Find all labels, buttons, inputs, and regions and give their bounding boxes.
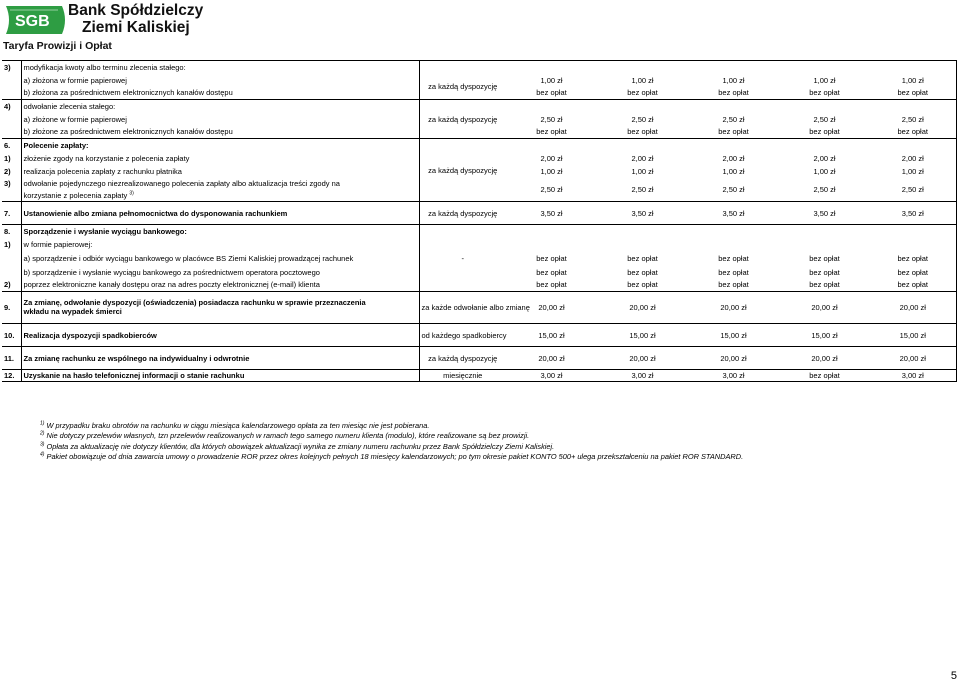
table-row [2,202,956,225]
fee-value: bez opłat [506,87,597,100]
fee-value: 2,50 zł [631,184,654,194]
fee-value: 1,00 zł [722,75,745,85]
bank-name-line1: Bank Spółdzielczy [68,2,204,19]
fee-unit: za każdą dyspozycję [419,100,506,139]
row-description: b) złożone za pośrednictwem elektronicznych kanałów dostępu [21,126,419,139]
fee-unit: za każdą dyspozycję [419,347,506,370]
fee-value: 20,00 zł [870,347,956,370]
row-number: 3) [4,179,11,188]
row-number: 6. [2,139,21,152]
fee-value: 2,50 zł [870,113,956,126]
fee-value: 20,00 zł [506,292,597,324]
row-description: Za zmianę, odwołanie dyspozycji (oświadczenia) posiadacza rachunku w sprawie przeznaczenia [21,292,419,307]
fee-unit: miesięcznie [419,370,506,382]
table-row [2,225,956,238]
fee-value: 1,00 zł [631,75,654,85]
row-description: Uzyskanie na hasło telefonicznej informacji o stanie rachunku [21,370,419,382]
fee-value: 1,00 zł [722,166,745,176]
table-row [2,370,956,382]
row-description: poprzez elektroniczne kanały dostępu oraz na adres poczty elektronicznej (e-mail) klienta [21,279,419,292]
row-description: odwołanie pojedynczego niezrealizowanego polecenia zapłaty albo aktualizacja treści zgody na [21,178,419,190]
fee-unit: za każdą dyspozycję [419,74,506,100]
fee-value: 1,00 zł [813,166,836,176]
fee-value: 15,00 zł [597,324,688,347]
fee-value: bez opłat [688,126,779,139]
fee-value: 15,00 zł [688,324,779,347]
fee-value: 3,00 zł [870,370,956,382]
fee-value: 15,00 zł [870,324,956,347]
fee-value: 20,00 zł [870,292,956,324]
row-number: 4) [2,100,21,113]
fee-value: 3,00 zł [688,370,779,382]
table-row [2,74,956,87]
fee-value: 2,00 zł [722,153,745,163]
fee-value: bez opłat [506,126,597,139]
fee-value: bez opłat [870,87,956,100]
fee-value: 20,00 zł [506,347,597,370]
fee-value: 2,50 zł [540,114,563,124]
fee-value: bez opłat [718,267,749,277]
fee-value: 1,00 zł [631,166,654,176]
fee-value: 2,50 zł [813,114,836,124]
fee-value: 1,00 zł [813,75,836,85]
fee-value: 2,50 zł [722,184,745,194]
table-row [2,347,956,370]
table-row [2,279,956,292]
fee-value: 3,00 zł [506,370,597,382]
page-subtitle: Taryfa Prowizji i Opłat [3,40,112,52]
fee-value: 20,00 zł [779,347,870,370]
row-description: złożenie zgody na korzystanie z polecenia zapłaty [21,152,419,165]
footnote: $^{1)}$ W przypadku braku obrotów na rachunku w ciągu miesiąca kalendarzowego opłata za ten miesiąc nie jest pobierana. [40,420,430,430]
fee-unit: za każdą dyspozycję [419,202,506,225]
fee-value: bez opłat [809,254,840,263]
row-description: modyfikacja kwoty albo terminu zlecenia stałego: [21,61,419,74]
fee-value: bez opłat [506,279,597,292]
fee-value: 1,00 zł [540,166,563,176]
fee-value: 1,00 zł [870,74,956,87]
table-row [2,139,956,152]
row-number: 10. [2,324,21,347]
table-row [2,238,956,252]
row-description: Realizacja dyspozycji spadkobierców [21,324,419,347]
row-description-continued: wkładu na wypadek śmierci [21,307,419,324]
row-number: 8. [2,225,21,238]
fee-unit: za każde odwołanie albo zmianę [419,292,506,324]
row-number: 2) [4,166,11,176]
footnote: $^{3)}$ Opłata za aktualizację nie dotyczy klientów, dla których obowiązek aktualizacji wynika ze zmiany numeru rachunku przez Bank Spółdzielczy Ziemi Kaliskiej. [40,441,555,451]
table-row [2,292,956,307]
fee-value: 20,00 zł [779,292,870,324]
row-number: 9. [2,292,21,324]
row-number: 2) [2,279,21,292]
fee-value: bez opłat [779,126,870,139]
footnotes [40,421,743,462]
fee-unit: - [419,252,506,266]
fee-value: bez opłat [870,279,956,292]
footnote: $^{4)}$ Pakiet obowiązuje od dnia zawarcia umowy o prowadzenie ROR przez okres kolejnych pełnych 18 miesięcy kalendarzowych; po tym okresie pakiet KONTO 500+ ulega przekształceniu na pakiet ROR STANDARD. [40,451,744,461]
fee-value: bez opłat [597,126,688,139]
fee-value: bez opłat [809,267,840,277]
fee-value: bez opłat [597,87,688,100]
fee-value: bez opłat [688,87,779,100]
fee-unit: za każdą dyspozycję [419,139,506,202]
fee-value: 3,00 zł [597,370,688,382]
fee-value: 3,50 zł [779,202,870,225]
table-row [2,266,956,279]
row-description: a) złożone w formie papierowej [21,113,419,126]
fee-value: bez opłat [870,252,956,266]
fee-value: 2,50 zł [870,178,956,202]
fee-value: 2,50 zł [813,184,836,194]
footnote: $^{2)}$ Nie dotyczy przelewów własnych, tzn przelewów realizowanych w ramach tego samego numeru klienta (modulo), które realizowane są bez prowizji. [40,430,530,441]
row-number: 3) [2,61,21,74]
fee-value: bez opłat [688,279,779,292]
row-number: 1) [4,153,11,163]
fee-value: 15,00 zł [779,324,870,347]
table-row [2,100,956,113]
row-description: b) złożona za pośrednictwem elektronicznych kanałów dostępu [21,87,419,100]
row-number: 12. [2,370,21,382]
row-number: 1) [4,240,11,249]
fee-value: bez opłat [870,266,956,279]
fee-value: bez opłat [779,279,870,292]
row-description: Polecenie zapłaty: [21,139,419,152]
fee-value: bez opłat [779,370,870,382]
row-number: 7. [2,202,21,225]
fee-value: 2,50 zł [540,184,563,194]
fee-value: 2,00 zł [870,152,956,165]
bank-name-line2: Ziemi Kaliskiej [82,19,190,36]
fee-table [2,60,957,382]
fee-value: bez opłat [627,254,658,263]
fee-value: bez opłat [870,126,956,139]
table-row [2,61,956,74]
fee-value: 1,00 zł [540,75,563,85]
fee-value: 3,50 zł [597,202,688,225]
row-description: a) złożona w formie papierowej [21,74,419,87]
fee-value: 3,50 zł [870,202,956,225]
fee-value: 3,50 zł [506,202,597,225]
row-description: Ustanowienie albo zmiana pełnomocnictwa do dysponowania rachunkiem [21,202,419,225]
fee-value: 20,00 zł [688,347,779,370]
table-row [2,252,956,266]
fee-value: 20,00 zł [688,292,779,324]
fee-value: 2,50 zł [722,114,745,124]
fee-value: 20,00 zł [597,292,688,324]
fee-value: 1,00 zł [870,165,956,178]
row-description: Za zmianę rachunku ze wspólnego na indywidualny i odwrotnie [21,347,419,370]
fee-value: bez opłat [536,254,567,263]
row-description: b) sporządzenie i wysłanie wyciągu bankowego za pośrednictwem operatora pocztowego [21,266,419,279]
page-number: 5 [950,670,957,682]
fee-value: 2,00 zł [631,153,654,163]
fee-value: 2,50 zł [631,114,654,124]
footnote-ref: 3) [129,190,134,197]
fee-value: bez opłat [536,267,567,277]
row-number: 11. [2,347,21,370]
fee-unit: od każdego spadkobiercy [419,324,506,347]
row-description: odwołanie zlecenia stałego: [21,100,419,113]
table-row [2,324,956,347]
fee-value: bez opłat [597,279,688,292]
bank-name [68,2,203,36]
fee-value: 2,00 zł [813,153,836,163]
fee-value: 15,00 zł [506,324,597,347]
fee-value: bez opłat [627,267,658,277]
fee-value: 3,50 zł [688,202,779,225]
row-description: Sporządzenie i wysłanie wyciągu bankowego: [21,225,419,238]
logo-abbrev: SGB [15,13,50,30]
row-description-continued: korzystanie z polecenia zapłaty $^{3)}$ [21,190,419,202]
row-description: realizacja polecenia zapłaty z rachunku płatnika [21,165,419,178]
row-description: w formie papierowej: [21,238,419,252]
fee-value: 20,00 zł [597,347,688,370]
row-description: a) sporządzenie i odbiór wyciągu bankowego w placówce BS Ziemi Kaliskiej prowadzącej rachunek [21,252,419,266]
fee-value: 2,00 zł [540,153,563,163]
fee-value: bez opłat [779,87,870,100]
fee-value: bez opłat [718,254,749,263]
